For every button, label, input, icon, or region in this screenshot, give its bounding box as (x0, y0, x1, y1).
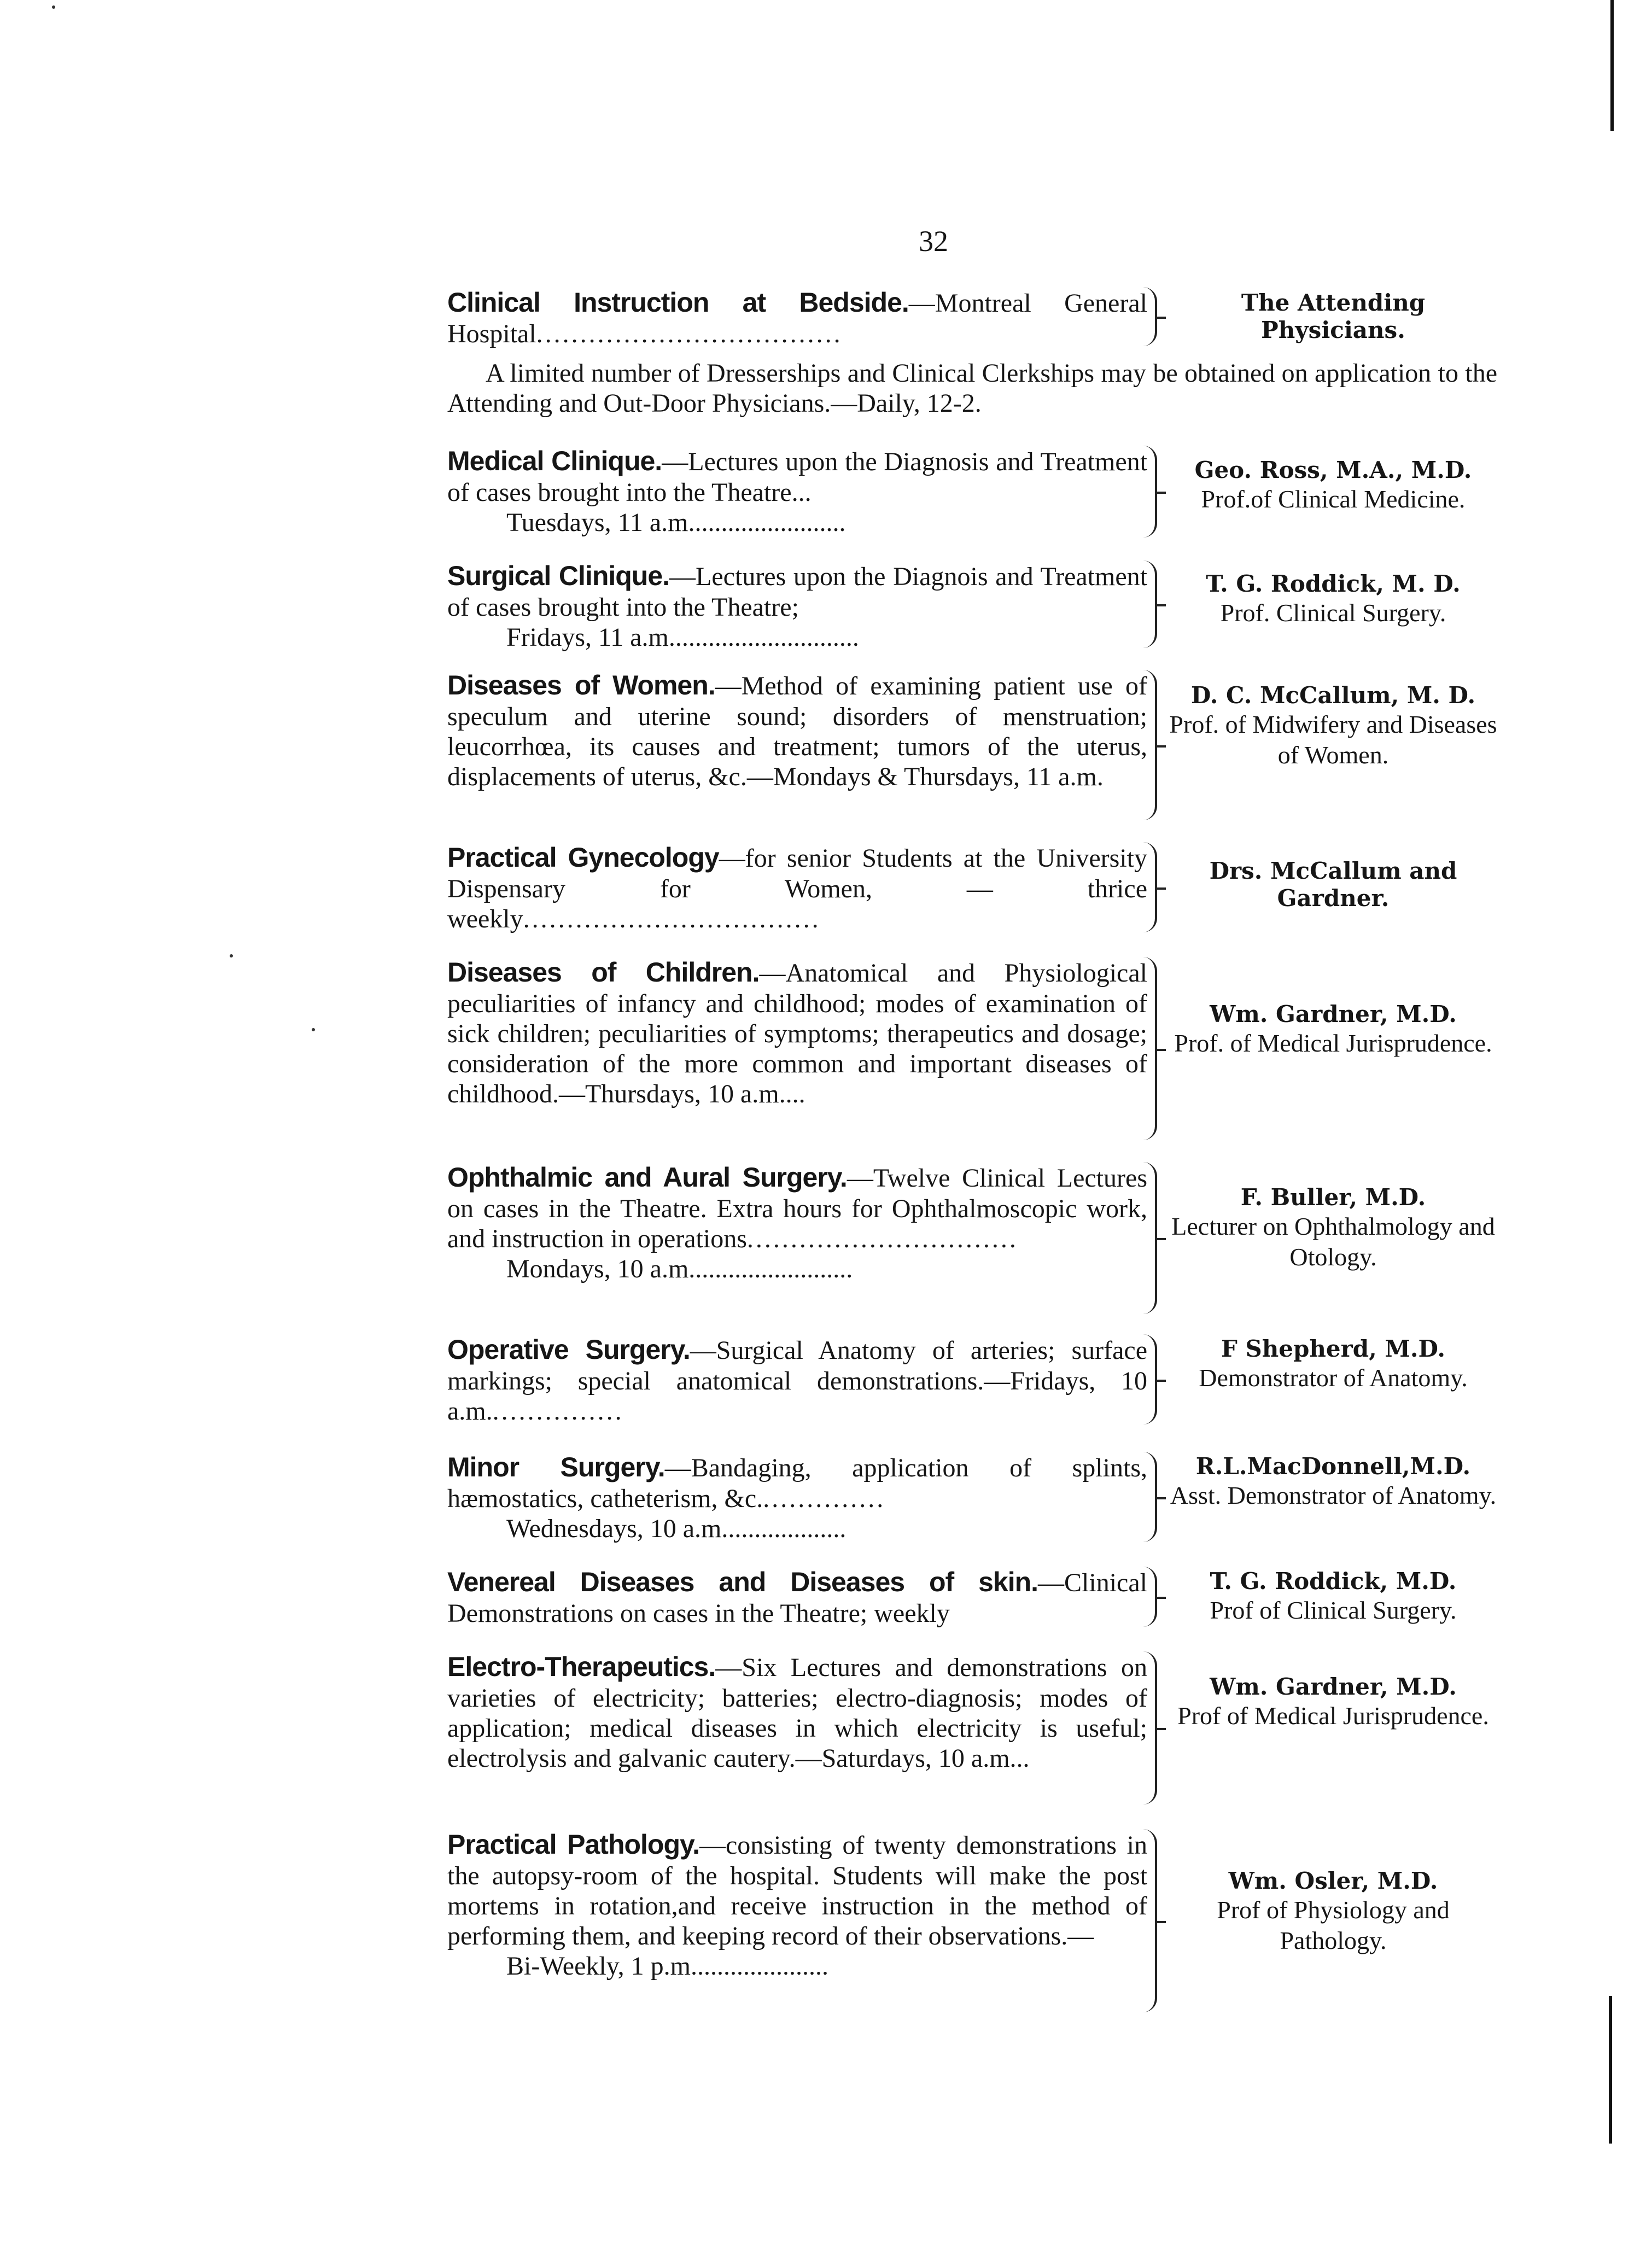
course-heading: Venereal Diseases and Diseases of skin. (447, 1567, 1038, 1597)
course-heading: Diseases of Women. (447, 670, 715, 700)
course-description (447, 842, 1147, 934)
course-description (447, 287, 1147, 349)
instructor-name: The Attending Physicians. (1241, 289, 1426, 344)
brace (1142, 1452, 1157, 1542)
course-entry (447, 1567, 1497, 1630)
course-text: —Twelve Clinical Lectures on cases in the Theatre. Extra hours for Ophthalmoscopic work, and instruction in operations (447, 1164, 1147, 1253)
course-text: —Lectures upon the Diagnois and Treatment of cases brought into the Theatre; (447, 562, 1147, 622)
instructor-title: Prof.of Clinical Medicine. (1201, 485, 1466, 513)
instructor (1169, 1673, 1497, 1731)
course-text: —consisting of twenty demonstrations in the autopsy-room of the hospital. Students will make the post mortems in rotation,and receive instruction in the method of performing them, and keeping record of their observations.— (447, 1831, 1148, 1951)
leader-dots: .............. (763, 1484, 886, 1513)
course-description (447, 1452, 1147, 1544)
instructor-title: Prof. Clinical Surgery. (1220, 599, 1446, 627)
course-description (447, 1334, 1147, 1426)
course-heading: Electro-Therapeutics. (447, 1651, 716, 1682)
course-heading: Surgical Clinique. (447, 560, 670, 591)
course-description (447, 1651, 1147, 1773)
course-time: Bi-Weekly, 1 p.m..................... (506, 1952, 828, 1981)
course-time: Fridays, 11 a.m............................. (506, 622, 859, 652)
course-text: —for senior Students at the University Dispensary for Women, — thrice weekly (447, 844, 1148, 933)
course-entry (447, 446, 1497, 539)
instructor-title: Prof of Physiology and Pathology. (1217, 1896, 1450, 1954)
leader-dots: ................................... (536, 319, 843, 348)
brace (1142, 1334, 1157, 1424)
instructor (1169, 1001, 1497, 1059)
scan-speck (230, 954, 233, 957)
brace (1142, 1162, 1157, 1314)
instructor-name: T. G. Roddick, M. D. (1206, 570, 1461, 597)
page-number: 32 (919, 225, 948, 258)
course-heading: Practical Pathology. (447, 1829, 699, 1860)
brace (1142, 1829, 1157, 2012)
instructor-name: Geo. Ross, M.A., M.D. (1194, 457, 1472, 483)
instructor-title: Prof of Medical Jurisprudence. (1177, 1702, 1489, 1730)
brace (1142, 560, 1157, 648)
brace (1142, 1567, 1157, 1627)
course-text: —Clinical Demonstrations on cases in the Theatre; weekly (447, 1568, 1147, 1628)
instructor-name: T. G. Roddick, M.D. (1210, 1568, 1457, 1595)
course-heading: Diseases of Children. (447, 957, 760, 988)
instructor-title: Prof. of Midwifery and Diseases of Women. (1169, 710, 1497, 769)
course-heading: Ophthalmic and Aural Surgery. (447, 1162, 847, 1193)
leader-dots: ............... (492, 1396, 624, 1426)
course-heading: Clinical Instruction at Bedside. (447, 287, 909, 318)
course-text: —Surgical Anatomy of arteries; surface markings; special anatomical demonstrations.—Fridays, 10 a.m. (447, 1336, 1148, 1426)
brace (1142, 670, 1157, 820)
instructor-name: D. C. McCallum, M. D. (1190, 682, 1476, 709)
instructor-name: Wm. Gardner, M.D. (1210, 1673, 1457, 1700)
brace (1142, 446, 1157, 538)
instructor (1169, 289, 1497, 344)
instructor-name: Drs. McCallum and Gardner. (1209, 857, 1457, 912)
instructor (1169, 1867, 1497, 1955)
course-entry (447, 1651, 1497, 1807)
brace (1142, 287, 1157, 346)
scan-edge-mark (1609, 1996, 1612, 2144)
course-description (447, 1162, 1147, 1284)
course-heading: Practical Gynecology (447, 842, 719, 873)
instructor-name: Wm. Osler, M.D. (1228, 1867, 1438, 1894)
instructor (1169, 1335, 1497, 1393)
course-heading: Minor Surgery. (447, 1452, 665, 1482)
instructor (1169, 457, 1497, 515)
course-entry (447, 560, 1497, 651)
course-time: Mondays, 10 a.m......................... (506, 1254, 853, 1283)
course-entry (447, 1452, 1497, 1545)
instructor-name: Wm. Gardner, M.D. (1210, 1001, 1457, 1027)
instructor-name: F. Buller, M.D. (1240, 1184, 1426, 1211)
course-entry (447, 670, 1497, 823)
brace (1142, 1651, 1157, 1805)
leader-dots: ............................... (746, 1224, 1018, 1253)
instructor (1169, 1568, 1497, 1626)
course-time: Wednesdays, 10 a.m................... (506, 1514, 847, 1543)
scan-speck (52, 5, 55, 9)
instructor (1169, 1453, 1497, 1511)
course-entry (447, 1162, 1497, 1315)
course-text: —Montreal General Hospital (447, 289, 1147, 348)
course-description (447, 670, 1147, 792)
instructor-title: Prof of Clinical Surgery. (1210, 1596, 1457, 1625)
course-text: —Six Lectures and demonstrations on varieties of electricity; batteries; electro-diagnosis; modes of application; medical diseases in which electricity is useful; electrolysis and galvanic cautery.—Saturdays, 10 a.m... (447, 1653, 1147, 1773)
course-description (447, 1567, 1147, 1628)
course-text: —Method of examining patient use of speculum and uterine sound; disorders of menstruation; leucorrhœa, its causes and treatment; tumors of the uterus, displacements of uterus, &c.—Mondays & Thursdays, 11 a.m. (447, 671, 1147, 791)
clerkship-note: A limited number of Dresserships and Clinical Clerkships may be obtained on application to the Attending and Out-Door Physicians.—Daily, 12-2. (447, 359, 1497, 418)
course-heading: Operative Surgery. (447, 1334, 690, 1365)
brace (1142, 957, 1157, 1140)
course-text: —Bandaging, application of splints, hæmostatics, catheterism, &c. (447, 1453, 1147, 1513)
brace (1142, 842, 1157, 932)
course-entry (447, 287, 1497, 347)
course-description (447, 446, 1147, 538)
instructor-name: F Shepherd, M.D. (1221, 1335, 1446, 1362)
instructor-title: Prof. of Medical Jurisprudence. (1174, 1029, 1492, 1058)
course-entry (447, 1334, 1497, 1427)
instructor-title: Asst. Demonstrator of Anatomy. (1170, 1481, 1497, 1510)
course-description (447, 957, 1147, 1109)
instructor (1169, 1184, 1497, 1272)
course-entry (447, 957, 1497, 1143)
course-entry (447, 1829, 1497, 2015)
course-heading: Medical Clinique. (447, 446, 662, 476)
course-entry (447, 842, 1497, 935)
course-text: —Lectures upon the Diagnosis and Treatment of cases brought into the Theatre... (447, 447, 1147, 507)
instructor (1169, 570, 1497, 628)
instructor-name: R.L.MacDonnell,M.D. (1195, 1453, 1471, 1480)
course-time: Tuesdays, 11 a.m........................ (506, 507, 846, 537)
course-text: —Anatomical and Physiological peculiarities of infancy and childhood; modes of examination of sick children; peculiarities of symptoms; therapeutics and dosage; consideration of the more common and important diseases of childhood.—Thursdays, 10 a.m.... (447, 959, 1147, 1109)
scan-speck (312, 1028, 315, 1031)
scan-edge-mark (1610, 0, 1614, 131)
instructor (1169, 857, 1497, 913)
instructor (1169, 682, 1497, 770)
course-description (447, 560, 1147, 652)
leader-dots: .................................. (523, 904, 821, 933)
course-description (447, 1829, 1147, 1981)
instructor-title: Demonstrator of Anatomy. (1199, 1364, 1468, 1392)
instructor-title: Lecturer on Ophthalmology and Otology. (1171, 1212, 1495, 1271)
